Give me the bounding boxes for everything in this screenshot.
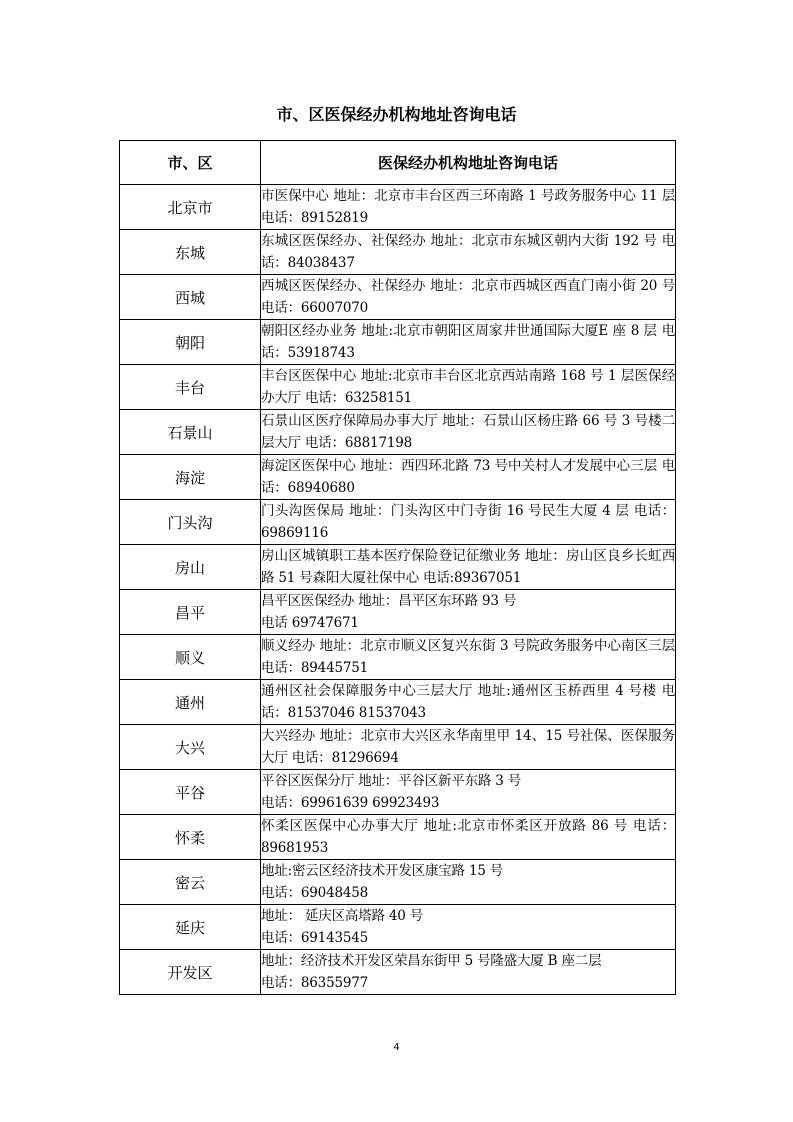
office-info-cell: 通州区社会保障服务中心三层大厅 地址:通州区玉桥西里 4 号楼 电话：81537046 81537043 xyxy=(261,680,676,725)
table-row xyxy=(120,950,676,995)
table-row xyxy=(120,455,676,500)
table-row xyxy=(120,680,676,725)
column-header-info: 医保经办机构地址咨询电话 xyxy=(261,141,676,185)
district-cell: 门头沟 xyxy=(120,500,261,545)
office-info-cell: 西城区医保经办、社保经办 地址：北京市西城区西直门南小街 20 号 电话：66007070 xyxy=(261,275,676,320)
district-cell: 海淀 xyxy=(120,455,261,500)
table-row xyxy=(120,320,676,365)
district-cell: 密云 xyxy=(120,860,261,905)
district-cell: 北京市 xyxy=(120,185,261,230)
office-address-line: 地址： 延庆区高塔路 40 号 xyxy=(261,908,424,924)
district-cell: 西城 xyxy=(120,275,261,320)
table-row xyxy=(120,590,676,635)
table-row xyxy=(120,545,676,590)
district-cell: 丰台 xyxy=(120,365,261,410)
office-address-line: 平谷区医保分厅 地址：平谷区新平东路 3 号 xyxy=(261,773,522,789)
office-info-cell: 朝阳区经办业务 地址:北京市朝阳区周家井世通国际大厦E 座 8 层 电话：53918743 xyxy=(261,320,676,365)
table-header-row xyxy=(120,141,676,185)
district-cell: 昌平 xyxy=(120,590,261,635)
table-row xyxy=(120,275,676,320)
office-info-cell: 大兴经办 地址：北京市大兴区永华南里甲 14、15 号社保、医保服务大厅 电话：81296694 xyxy=(261,725,676,770)
office-info-cell xyxy=(261,950,676,995)
table-row xyxy=(120,815,676,860)
district-cell: 通州 xyxy=(120,680,261,725)
table-row xyxy=(120,725,676,770)
district-cell: 东城 xyxy=(120,230,261,275)
office-info-cell: 东城区医保经办、社保经办 地址：北京市东城区朝内大街 192 号 电话：84038437 xyxy=(261,230,676,275)
office-info-cell: 市医保中心 地址：北京市丰台区西三环南路 1 号政务服务中心 11 层 电话：89152819 xyxy=(261,185,676,230)
table-row xyxy=(120,410,676,455)
district-cell: 怀柔 xyxy=(120,815,261,860)
district-cell: 朝阳 xyxy=(120,320,261,365)
office-info-cell: 怀柔区医保中心办事大厅 地址:北京市怀柔区开放路 86 号 电话：89681953 xyxy=(261,815,676,860)
office-info-cell xyxy=(261,905,676,950)
table-row xyxy=(120,905,676,950)
office-phone-line: 电话：69961639 69923493 xyxy=(261,795,440,811)
table-row xyxy=(120,500,676,545)
page-number: 4 xyxy=(393,1042,400,1053)
table-row xyxy=(120,365,676,410)
document-title: 市、区医保经办机构地址咨询电话 xyxy=(276,105,517,124)
district-cell: 石景山 xyxy=(120,410,261,455)
table-row xyxy=(120,770,676,815)
office-address-table xyxy=(119,140,676,995)
office-phone-line: 电话：69048458 xyxy=(261,885,369,901)
column-header-district: 市、区 xyxy=(120,141,261,185)
office-info-cell xyxy=(261,770,676,815)
table-row xyxy=(120,185,676,230)
table-row xyxy=(120,230,676,275)
office-phone-line: 电话：69143545 xyxy=(261,930,369,946)
district-cell: 大兴 xyxy=(120,725,261,770)
district-cell: 房山 xyxy=(120,545,261,590)
office-address-line: 地址:密云区经济技术开发区康宝路 15 号 xyxy=(261,863,504,879)
office-address-line: 地址：经济技术开发区荣昌东街甲 5 号隆盛大厦 B 座二层 xyxy=(261,953,602,969)
office-info-cell: 石景山区医疗保障局办事大厅 地址：石景山区杨庄路 66 号 3 号楼二层大厅 电话：68817198 xyxy=(261,410,676,455)
office-info-cell: 门头沟医保局 地址：门头沟区中门寺街 16 号民生大厦 4 层 电话：69869116 xyxy=(261,500,676,545)
district-cell: 平谷 xyxy=(120,770,261,815)
office-info-cell xyxy=(261,590,676,635)
district-cell: 开发区 xyxy=(120,950,261,995)
district-cell: 延庆 xyxy=(120,905,261,950)
office-info-cell xyxy=(261,860,676,905)
table-row xyxy=(120,635,676,680)
office-address-line: 昌平区医保经办 地址：昌平区东环路 93 号 xyxy=(261,593,517,609)
office-info-cell: 海淀区医保中心 地址：西四环北路 73 号中关村人才发展中心三层 电话：68940680 xyxy=(261,455,676,500)
office-info-cell: 顺义经办 地址：北京市顺义区复兴东街 3 号院政务服务中心南区三层 电话：89445751 xyxy=(261,635,676,680)
office-info-cell: 房山区城镇职工基本医疗保险登记征缴业务 地址：房山区良乡长虹西路 51 号森阳大厦社保中心 电话:89367051 xyxy=(261,545,676,590)
district-cell: 顺义 xyxy=(120,635,261,680)
office-phone-line: 电话：86355977 xyxy=(261,975,369,991)
table-row xyxy=(120,860,676,905)
office-info-cell: 丰台区医保中心 地址:北京市丰台区北京西站南路 168 号 1 层医保经办大厅 电话：63258151 xyxy=(261,365,676,410)
office-phone-line: 电话 69747671 xyxy=(261,615,359,631)
